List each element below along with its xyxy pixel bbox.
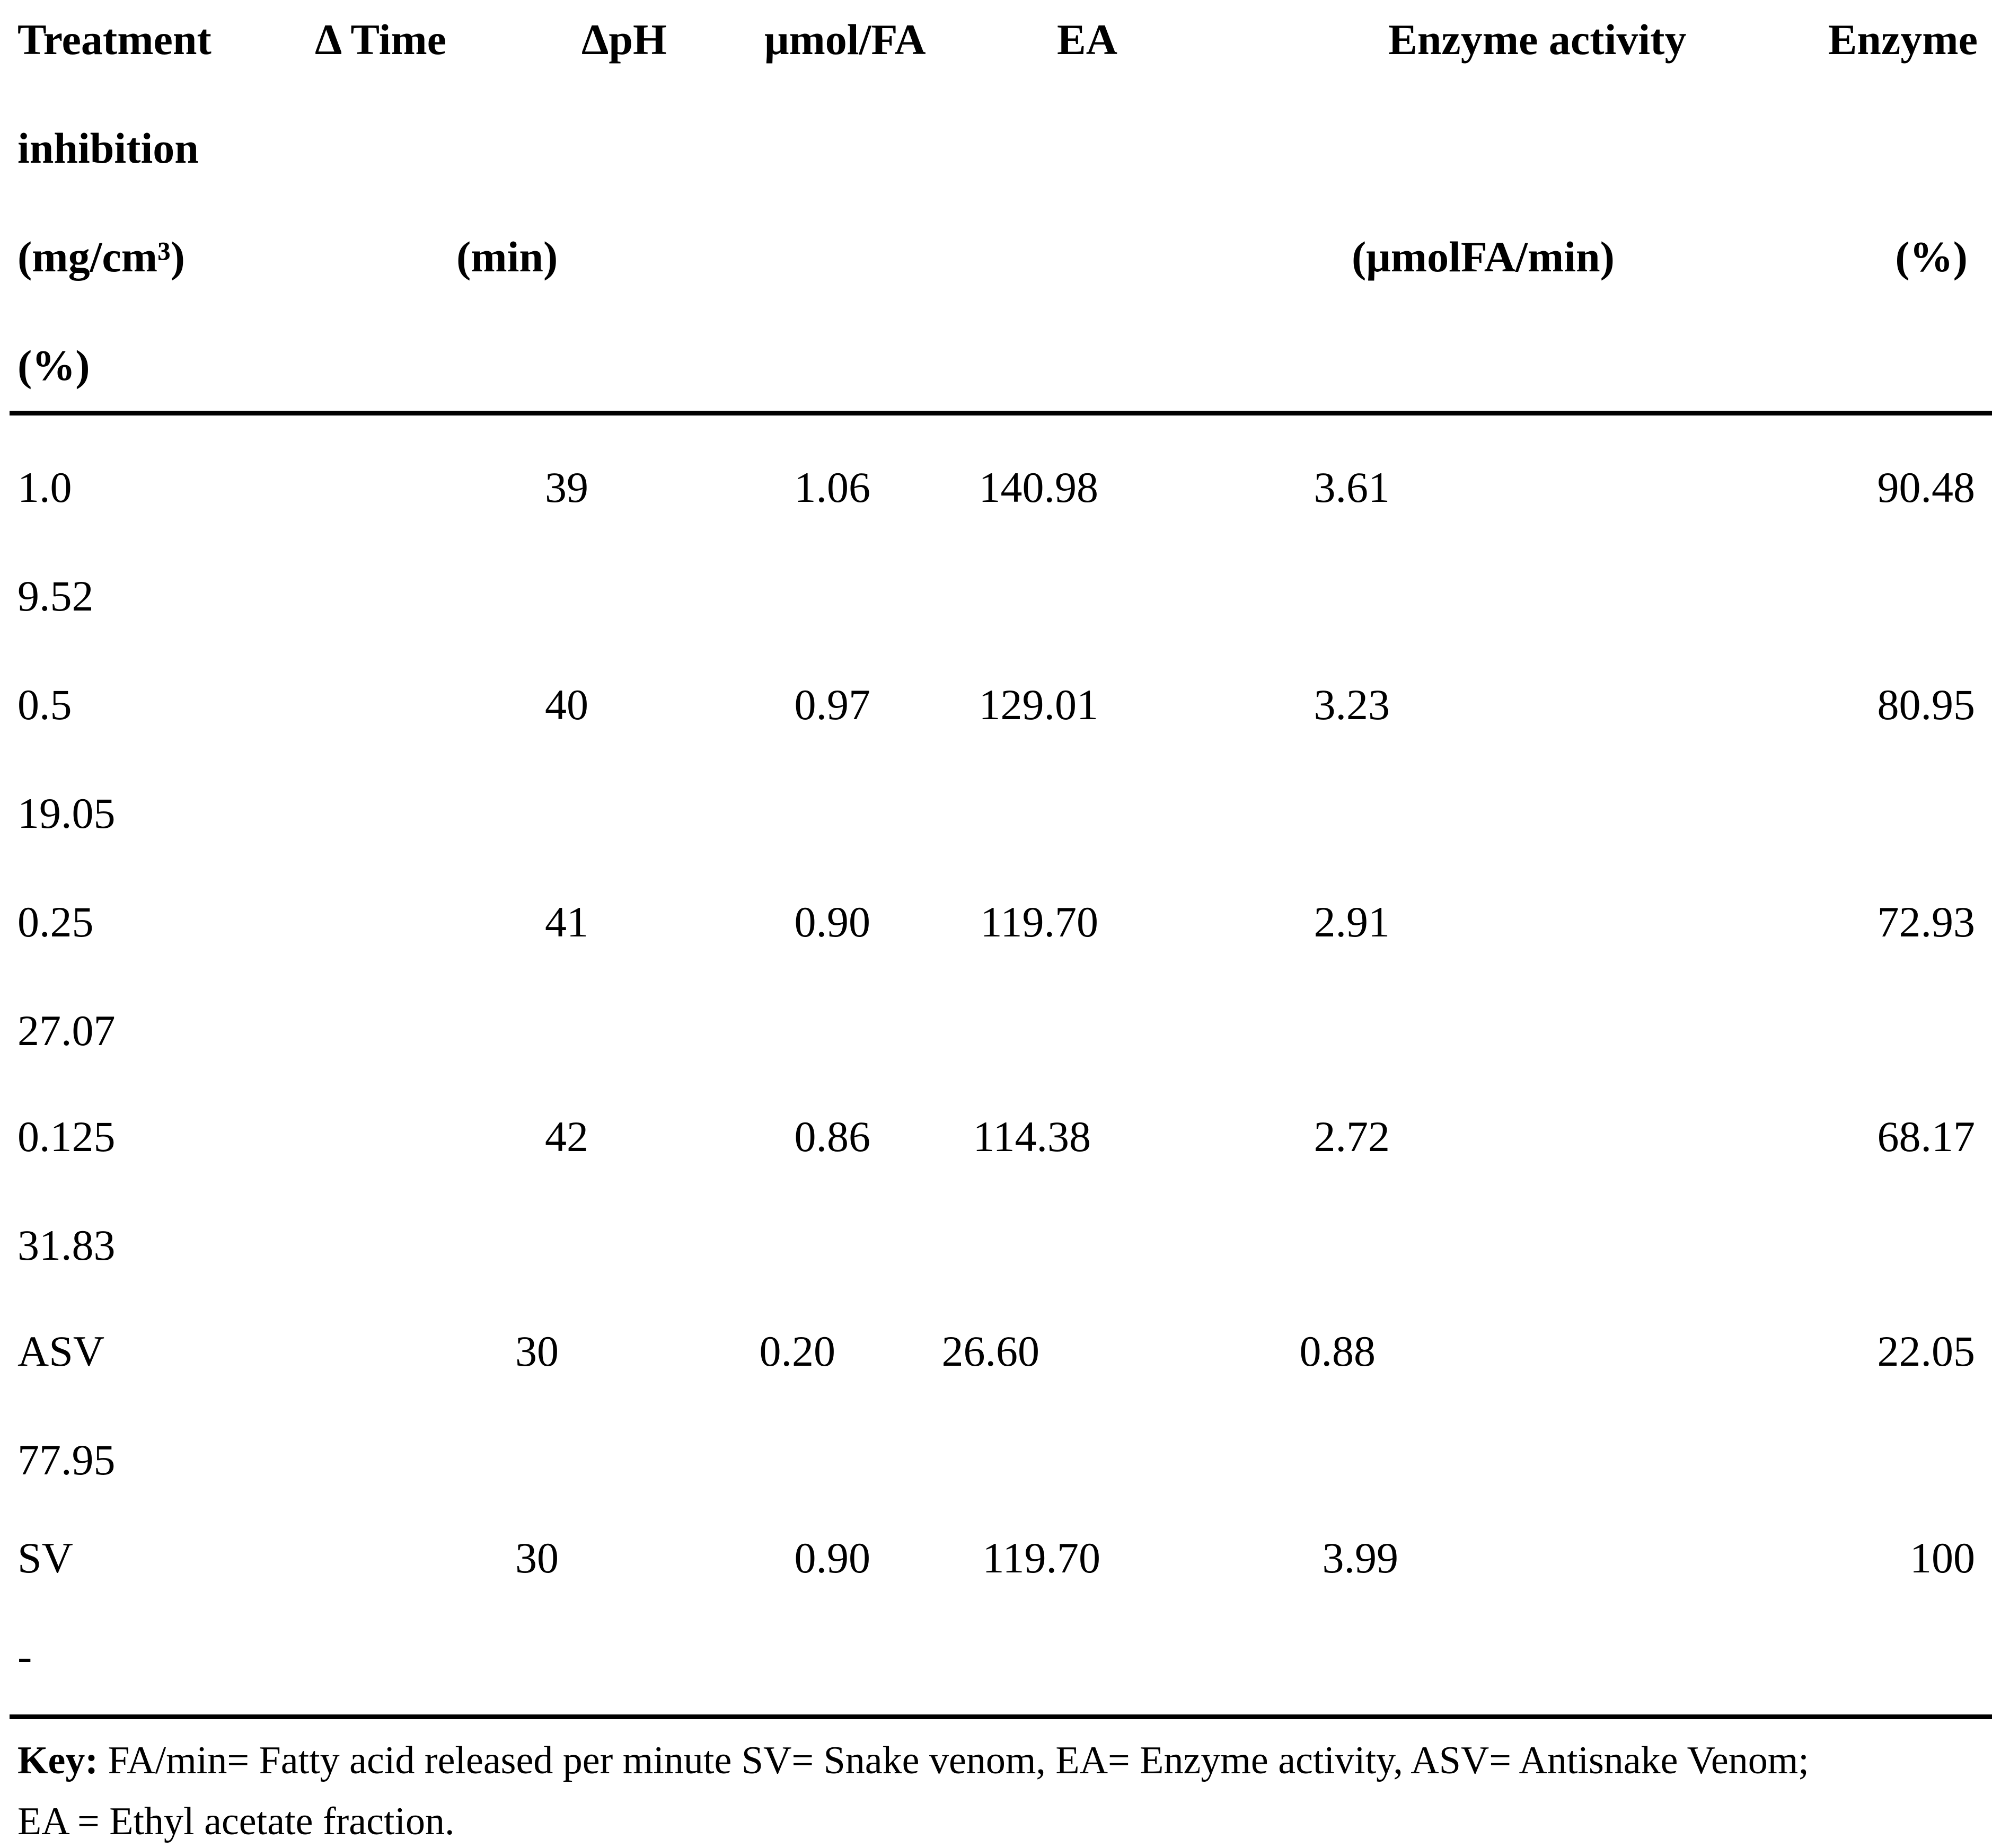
cell-treatment: 0.5 <box>17 680 72 729</box>
col-header-ea: EA <box>1057 15 1117 64</box>
cell-inhibition-pct: 31.83 <box>17 1221 116 1269</box>
cell-umol-fa: 26.60 <box>941 1327 1039 1375</box>
table-key-line-2 <box>17 1799 455 1844</box>
table-row <box>0 681 1992 739</box>
cell-ea: 3.99 <box>1322 1534 1398 1582</box>
cell-enzyme-pct: 80.95 <box>1877 680 1975 729</box>
col-header-delta-ph: ΔpH <box>581 15 667 64</box>
cell-umol-fa: 129.01 <box>979 680 1098 729</box>
cell-ph: 0.90 <box>794 898 870 946</box>
table-row-continuation <box>0 1436 1992 1495</box>
table-row <box>0 898 1992 957</box>
cell-inhibition-pct: 77.95 <box>17 1436 116 1484</box>
cell-inhibition-pct: 27.07 <box>17 1006 116 1055</box>
table-top-rule <box>10 411 1992 415</box>
cell-enzyme-pct: 72.93 <box>1877 898 1975 946</box>
cell-ph: 0.97 <box>794 680 870 729</box>
cell-enzyme-pct: 22.05 <box>1877 1327 1975 1375</box>
cell-time: 30 <box>515 1534 559 1582</box>
unit-mg-cm3: (mg/cm³) <box>17 233 185 281</box>
table-row-continuation <box>0 1007 1992 1065</box>
unit-umolfa-min: (μmolFA/min) <box>1352 233 1615 281</box>
key-text-1: FA/min= Fatty acid released per minute SV= Snake venom, EA= Enzyme activity, ASV= Antisnake Venom; <box>98 1739 1809 1782</box>
cell-umol-fa: 119.70 <box>982 1534 1100 1582</box>
col-header-umol-fa: μmol/FA <box>764 15 926 64</box>
cell-inhibition-pct: 9.52 <box>17 572 94 620</box>
cell-inhibition-pct: 19.05 <box>17 789 116 837</box>
cell-umol-fa: 119.70 <box>980 898 1098 946</box>
cell-ph: 1.06 <box>794 463 870 511</box>
key-label: Key: <box>17 1739 99 1782</box>
table-row-continuation <box>0 1222 1992 1280</box>
table-row-continuation <box>0 572 1992 631</box>
unit-min: (min) <box>456 233 558 281</box>
cell-time: 40 <box>545 680 588 729</box>
cell-time: 42 <box>545 1112 588 1161</box>
cell-treatment: 0.125 <box>17 1112 116 1161</box>
unit-pct-left: (%) <box>17 341 90 390</box>
cell-ea: 0.88 <box>1299 1327 1376 1375</box>
table-row <box>0 1534 1992 1593</box>
cell-ph: 0.90 <box>794 1534 870 1582</box>
cell-treatment: ASV <box>17 1327 105 1375</box>
cell-ea: 2.91 <box>1314 898 1390 946</box>
cell-treatment: 0.25 <box>17 898 94 946</box>
cell-enzyme-pct: 68.17 <box>1877 1112 1975 1161</box>
col-header-enzyme: Enzyme <box>1828 15 1978 64</box>
cell-ea: 3.61 <box>1314 463 1390 511</box>
unit-pct-right: (%) <box>1895 233 1968 281</box>
cell-time: 41 <box>545 898 588 946</box>
table-key-line-1 <box>17 1738 1809 1783</box>
col-header-treatment: Treatment <box>17 15 211 64</box>
cell-ea: 3.23 <box>1314 680 1390 729</box>
key-text-2: EA = Ethyl acetate fraction. <box>17 1800 455 1843</box>
cell-enzyme-pct: 100 <box>1910 1534 1975 1582</box>
cell-treatment: 1.0 <box>17 463 72 511</box>
table-row-continuation <box>0 1632 1992 1691</box>
table-row <box>0 1328 1992 1386</box>
col-header-enzyme-activity: Enzyme activity <box>1388 15 1687 64</box>
table-bottom-rule <box>10 1714 1992 1719</box>
table-row <box>0 464 1992 522</box>
table-row <box>0 1113 1992 1171</box>
header-line-4 <box>0 342 1992 400</box>
col-header-delta-time: Δ Time <box>315 15 447 64</box>
header-line-3 <box>0 233 1992 291</box>
cell-ph: 0.20 <box>759 1327 835 1375</box>
cell-treatment: SV <box>17 1534 73 1582</box>
cell-ph: 0.86 <box>794 1112 870 1161</box>
cell-umol-fa: 114.38 <box>973 1112 1091 1161</box>
col-header-inhibition: inhibition <box>17 124 199 172</box>
cell-inhibition-pct: - <box>17 1632 32 1680</box>
header-line-1 <box>0 16 1992 74</box>
header-line-2 <box>0 125 1992 183</box>
cell-enzyme-pct: 90.48 <box>1877 463 1975 511</box>
cell-ea: 2.72 <box>1314 1112 1390 1161</box>
cell-time: 39 <box>545 463 588 511</box>
cell-time: 30 <box>515 1327 559 1375</box>
cell-umol-fa: 140.98 <box>979 463 1098 511</box>
table-row-continuation <box>0 790 1992 848</box>
